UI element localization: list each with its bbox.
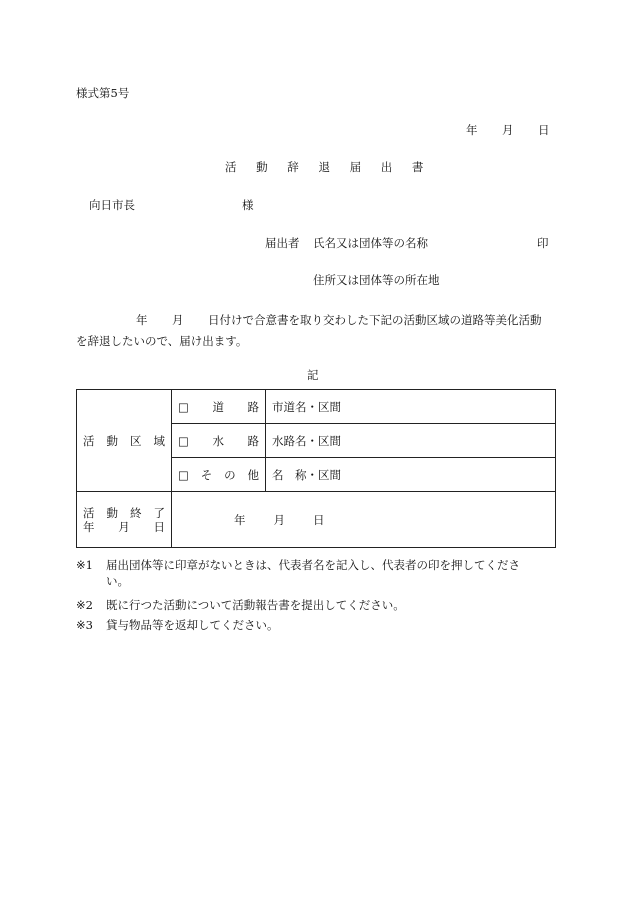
other-checkbox[interactable]: □ xyxy=(178,467,189,482)
seal-mark: 印 xyxy=(537,236,549,250)
end-date xyxy=(178,513,549,527)
type-cell xyxy=(172,458,266,492)
end-label-char: 日 xyxy=(153,519,165,534)
end-label-char: 了 xyxy=(153,505,165,520)
type-char: そ xyxy=(200,467,213,482)
end-label-char: 年 xyxy=(83,519,95,534)
road-detail: 市道名・区間 xyxy=(266,390,556,424)
ki-heading: 記 xyxy=(307,368,319,382)
area-label-cell xyxy=(77,390,172,492)
note-3 xyxy=(76,617,279,633)
type-cell xyxy=(172,424,266,458)
type-cell xyxy=(172,390,266,424)
body-year: 年 xyxy=(136,313,148,327)
type-char: の xyxy=(224,467,236,482)
date-year: 年 xyxy=(466,123,478,137)
area-label xyxy=(83,434,165,448)
activity-table xyxy=(76,389,556,548)
area-label-char: 区 xyxy=(130,433,142,448)
note-2 xyxy=(76,597,405,613)
area-label-char: 活 xyxy=(83,433,95,448)
type-char: 水 xyxy=(212,433,224,448)
waterway-checkbox[interactable]: □ xyxy=(178,433,189,448)
end-label-char: 終 xyxy=(130,505,142,520)
end-label-char: 活 xyxy=(83,505,95,520)
note-1 xyxy=(76,557,520,589)
end-date-month: 月 xyxy=(273,512,285,527)
note-text: 既に行つた活動について活動報告書を提出してください。 xyxy=(106,598,405,612)
body-line1: 日付けで合意書を取り交わした下記の活動区域の道路等美化活動 xyxy=(208,313,542,327)
note-continuation: い。 xyxy=(106,574,129,588)
applicant-label: 届出者 xyxy=(265,236,300,250)
type-char: 他 xyxy=(247,467,259,482)
end-label-bottom xyxy=(83,520,165,534)
table-row-end xyxy=(77,492,556,548)
road-checkbox[interactable]: □ xyxy=(178,399,189,414)
type-char: 道 xyxy=(212,399,224,414)
note-mark: ※2 xyxy=(76,598,93,612)
note-mark: ※1 xyxy=(76,558,93,572)
end-label-char: 月 xyxy=(118,519,130,534)
area-label-char: 動 xyxy=(106,433,118,448)
form-number: 様式第5号 xyxy=(76,86,130,100)
addressee-honorific: 様 xyxy=(242,198,254,212)
end-label-cell xyxy=(77,492,172,548)
end-date-day: 日 xyxy=(313,512,325,527)
area-label-char: 域 xyxy=(153,433,165,448)
note-text: 届出団体等に印章がないときは、代表者名を記入し、代表者の印を押してくださ xyxy=(106,558,520,572)
applicant-name-label: 氏名又は団体等の名称 xyxy=(313,236,428,250)
date-day: 日 xyxy=(538,123,550,137)
body-line2: を辞退したいので、届け出ます。 xyxy=(76,334,248,348)
type-char: 路 xyxy=(247,433,259,448)
date-line xyxy=(466,123,550,137)
table-row-road xyxy=(77,390,556,424)
note-mark: ※3 xyxy=(76,618,93,632)
end-label-char: 動 xyxy=(106,505,118,520)
addressee-name: 向日市長 xyxy=(89,198,135,212)
end-date-cell xyxy=(172,492,556,548)
page-title: 活 動 辞 退 届 出 書 xyxy=(225,160,432,174)
body-month: 月 xyxy=(172,313,184,327)
applicant-address-label: 住所又は団体等の所在地 xyxy=(313,273,440,287)
end-label-top xyxy=(83,506,165,520)
type-char: 路 xyxy=(247,399,259,414)
body-text xyxy=(76,310,542,352)
waterway-detail: 水路名・区間 xyxy=(266,424,556,458)
note-text: 貸与物品等を返却してください。 xyxy=(106,618,279,632)
end-date-year: 年 xyxy=(234,512,246,527)
other-detail: 名 称・区間 xyxy=(266,458,556,492)
date-month: 月 xyxy=(502,123,514,137)
